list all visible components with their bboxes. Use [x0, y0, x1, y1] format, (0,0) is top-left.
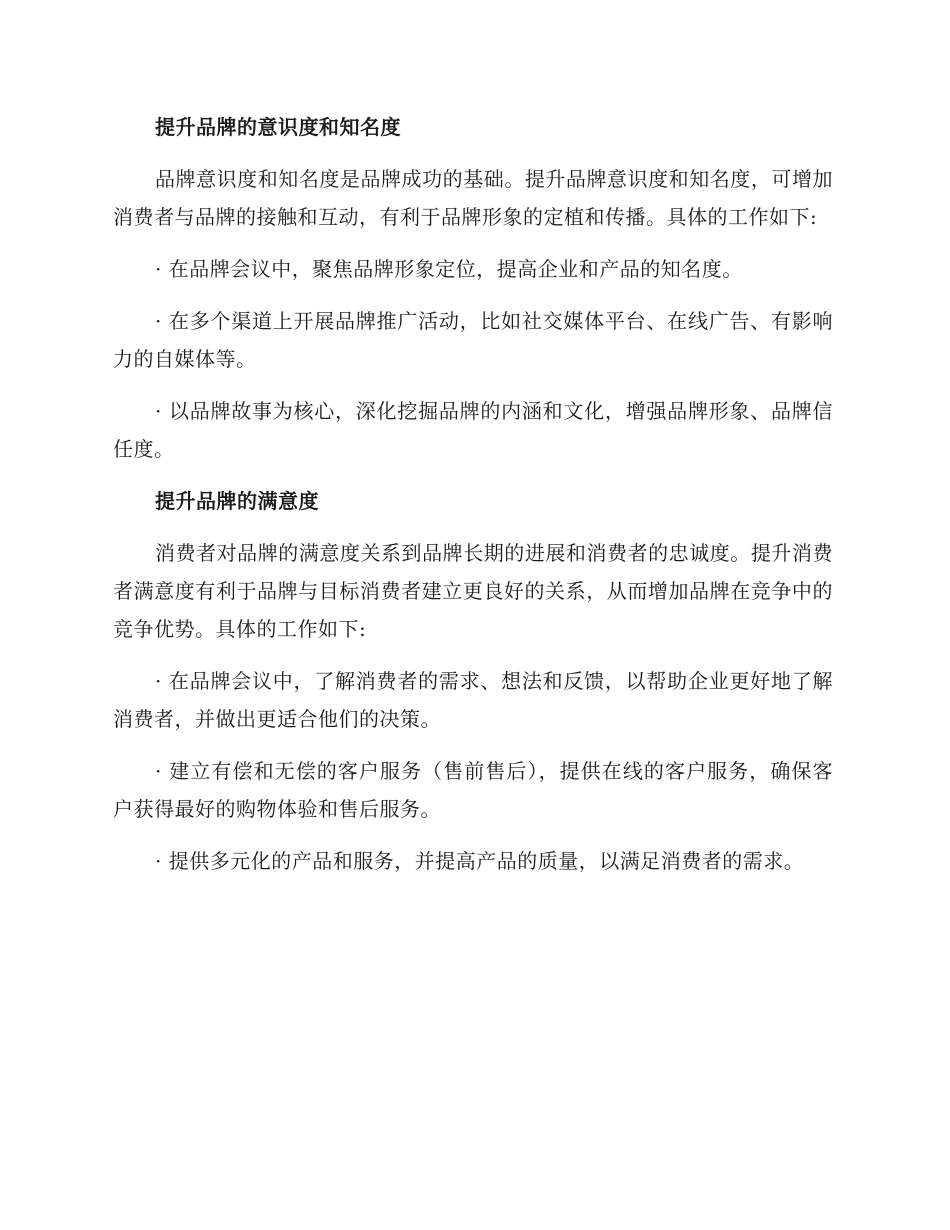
bullet-item: · 在多个渠道上开展品牌推广活动，比如社交媒体平台、在线广告、有影响力的自媒体等。 [113, 309, 833, 371]
bullet-item: · 在品牌会议中，聚焦品牌形象定位，提高企业和产品的知名度。 [155, 257, 743, 281]
bullet-item: · 在品牌会议中，了解消费者的需求、想法和反馈，以帮助企业更好地了解消费者，并做出更适合他们的决策。 [113, 669, 833, 731]
bullet-item: · 建立有偿和无偿的客户服务（售前售后），提供在线的客户服务，确保客户获得最好的购物体验和售后服务。 [113, 759, 833, 821]
bullet-item: · 以品牌故事为核心，深化挖掘品牌的内涵和文化，增强品牌形象、品牌信任度。 [113, 399, 833, 461]
bullet-item: · 提供多元化的产品和服务，并提高产品的质量，以满足消费者的需求。 [155, 849, 805, 873]
section-heading: 提升品牌的满意度 [155, 489, 319, 513]
paragraph: 消费者对品牌的满意度关系到品牌长期的进展和消费者的忠诚度。提升消费者满意度有利于品牌与目标消费者建立更良好的关系，从而增加品牌在竞争中的竞争优势。具体的工作如下: [113, 541, 833, 641]
document-page [113, 108, 833, 894]
section-brand-satisfaction [113, 482, 833, 880]
paragraph: 品牌意识度和知名度是品牌成功的基础。提升品牌意识度和知名度，可增加消费者与品牌的接触和互动，有利于品牌形象的定植和传播。具体的工作如下: [113, 167, 833, 229]
section-heading: 提升品牌的意识度和知名度 [155, 115, 401, 139]
section-brand-awareness [113, 108, 833, 468]
